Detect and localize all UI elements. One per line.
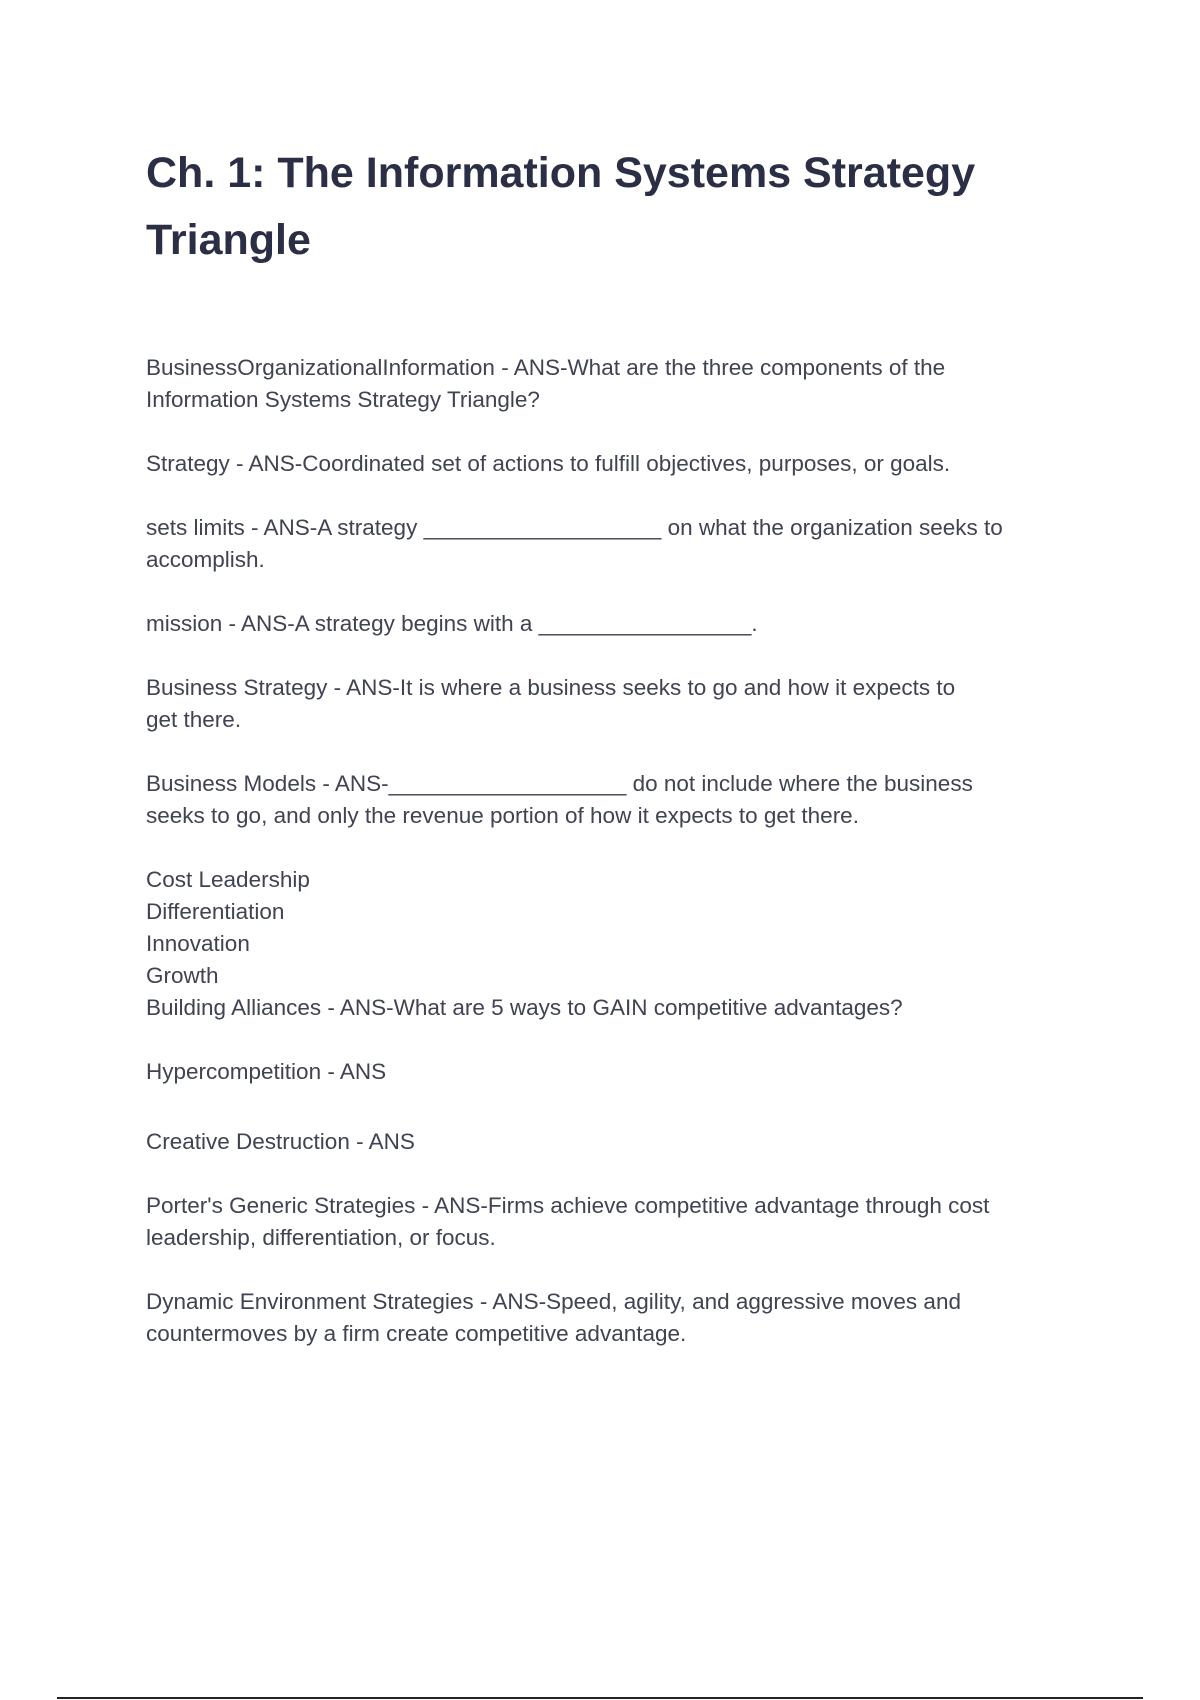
qa-line: BusinessOrganizationalInformation - ANS-What are the three components of the (146, 355, 946, 380)
qa-line: Business Strategy - ANS-It is where a business seeks to go and how it expects to (146, 675, 956, 700)
qa-list (146, 352, 1066, 1350)
qa-line: Hypercompetition - ANS (146, 1059, 387, 1084)
title-line-2: Triangle (146, 216, 311, 264)
qa-entry-dynamic-environment-strategies (146, 1286, 1066, 1350)
qa-line: get there. (146, 707, 242, 732)
qa-line: Porter's Generic Strategies - ANS-Firms achieve competitive advantage through cost (146, 1193, 990, 1218)
qa-entry-sets-limits (146, 512, 1066, 576)
qa-entry-triangle-components (146, 352, 1066, 416)
qa-line: Differentiation (146, 899, 285, 924)
qa-line: mission - ANS-A strategy begins with a _________________. (146, 611, 758, 636)
qa-entry-creative-destruction (146, 1126, 1066, 1158)
qa-line: seeks to go, and only the revenue portion of how it expects to get there. (146, 803, 859, 828)
qa-line: Business Models - ANS-___________________ do not include where the business (146, 771, 973, 796)
qa-line: Innovation (146, 931, 250, 956)
qa-entry-porters-generic-strategies (146, 1190, 1066, 1254)
qa-line: Growth (146, 963, 219, 988)
qa-entry-hypercompetition (146, 1056, 1066, 1088)
qa-line: sets limits - ANS-A strategy ___________________ on what the organization seeks to (146, 515, 1003, 540)
qa-line: Information Systems Strategy Triangle? (146, 387, 540, 412)
qa-line: Strategy - ANS-Coordinated set of actions to fulfill objectives, purposes, or goals. (146, 451, 951, 476)
qa-line: countermoves by a firm create competitive advantage. (146, 1321, 687, 1346)
qa-entry-strategy (146, 448, 1066, 480)
title-line-1: Ch. 1: The Information Systems Strategy (146, 149, 976, 197)
qa-line: accomplish. (146, 547, 265, 572)
qa-line: Cost Leadership (146, 867, 310, 892)
qa-line: Dynamic Environment Strategies - ANS-Speed, agility, and aggressive moves and (146, 1289, 961, 1314)
page-title (146, 140, 1066, 274)
qa-entry-mission (146, 608, 1066, 640)
qa-entry-business-models (146, 768, 1066, 832)
qa-line: Creative Destruction - ANS (146, 1129, 415, 1154)
qa-line: Building Alliances - ANS-What are 5 ways to GAIN competitive advantages? (146, 995, 903, 1020)
qa-entry-competitive-advantages (146, 864, 1066, 1024)
document-page (146, 140, 1066, 1382)
qa-line: leadership, differentiation, or focus. (146, 1225, 496, 1250)
qa-entry-business-strategy (146, 672, 1066, 736)
footer-divider (57, 1697, 1143, 1699)
